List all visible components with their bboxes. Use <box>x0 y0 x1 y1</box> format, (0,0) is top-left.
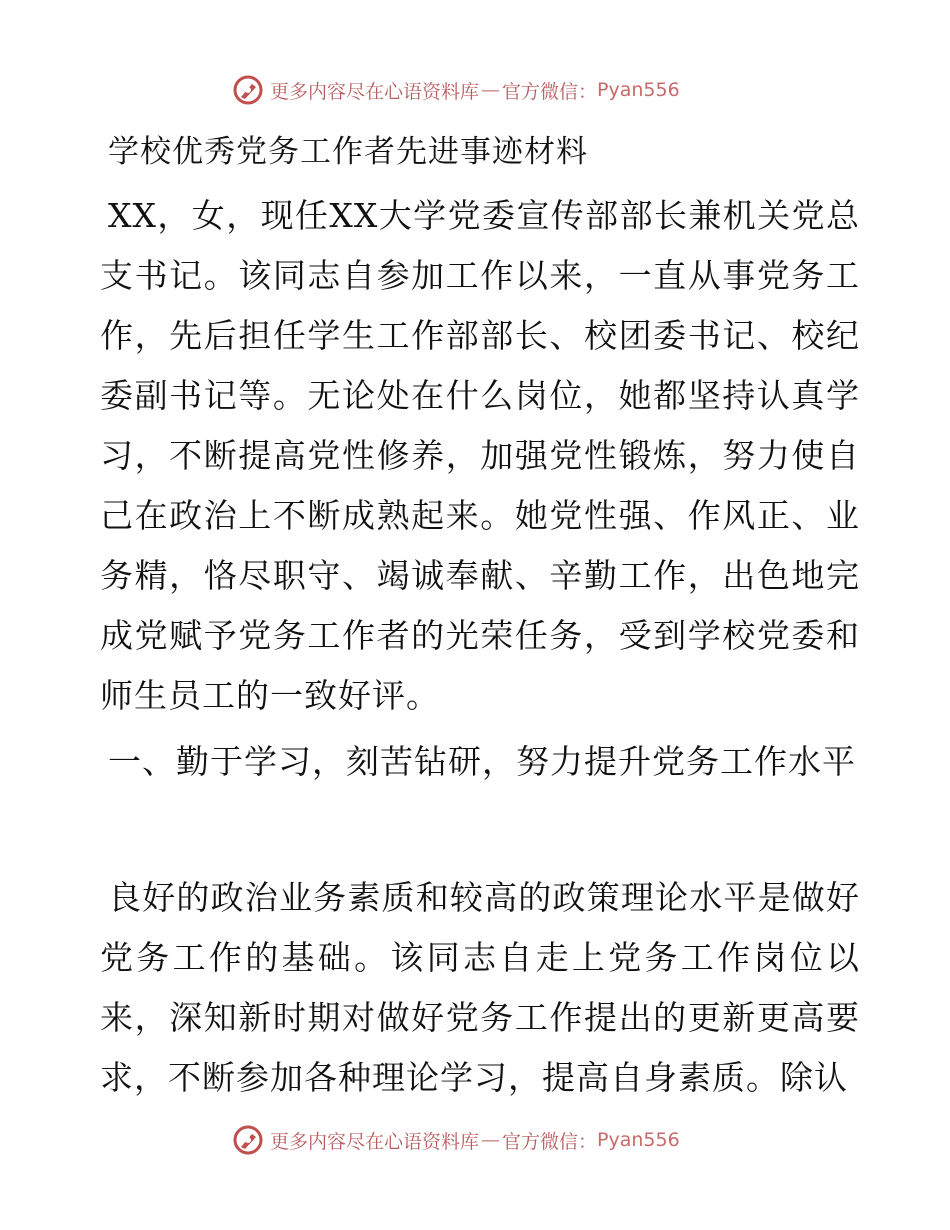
watermark-account: Pyan556 <box>597 79 680 101</box>
watermark-account: Pyan556 <box>597 1129 680 1151</box>
pen-in-circle-icon <box>232 1124 264 1156</box>
body-paragraph-1: XX，女，现任XX大学党委宣传部部长兼机关党总支书记。该同志自参加工作以来，一直从事党务工作，先后担任学生工作部部长、校团委书记、校纪委副书记等。无论处在什么岗位，她都坚持认真学习，不断提高党性修养，加强党性锻炼，努力使自己在政治上不断成熟起来。她党性强、作风正、业务精，恪尽职守、竭诚奉献、辛勤工作，出色地完成党赋予党务工作者的光荣任务，受到学校党委和师生员工的一致好评。 <box>100 196 860 715</box>
watermark-contact-label: 官方微信： <box>502 1130 598 1153</box>
body-paragraph-2: 良好的政治业务素质和较高的政策理论水平是做好党务工作的基础。该同志自走上党务工作岗位以来，深知新时期对做好党务工作提出的更新更高要求，不断参加各种理论学习，提高自身素质。除认 <box>100 878 860 1097</box>
watermark-separator: — <box>481 79 501 101</box>
document-title: 学校优秀党务工作者先进事迹材料 <box>108 134 588 170</box>
watermark-separator: — <box>481 1129 501 1151</box>
section-heading-1: 一、勤于学习，刻苦钻研，努力提升党务工作水平 <box>108 742 856 781</box>
footer-watermark <box>232 1122 680 1158</box>
header-watermark <box>232 72 680 108</box>
pen-in-circle-icon <box>232 74 264 106</box>
watermark-contact-label: 官方微信： <box>502 80 598 103</box>
watermark-text: 更多内容尽在心语资料库 <box>270 80 480 103</box>
watermark-text: 更多内容尽在心语资料库 <box>270 1130 480 1153</box>
